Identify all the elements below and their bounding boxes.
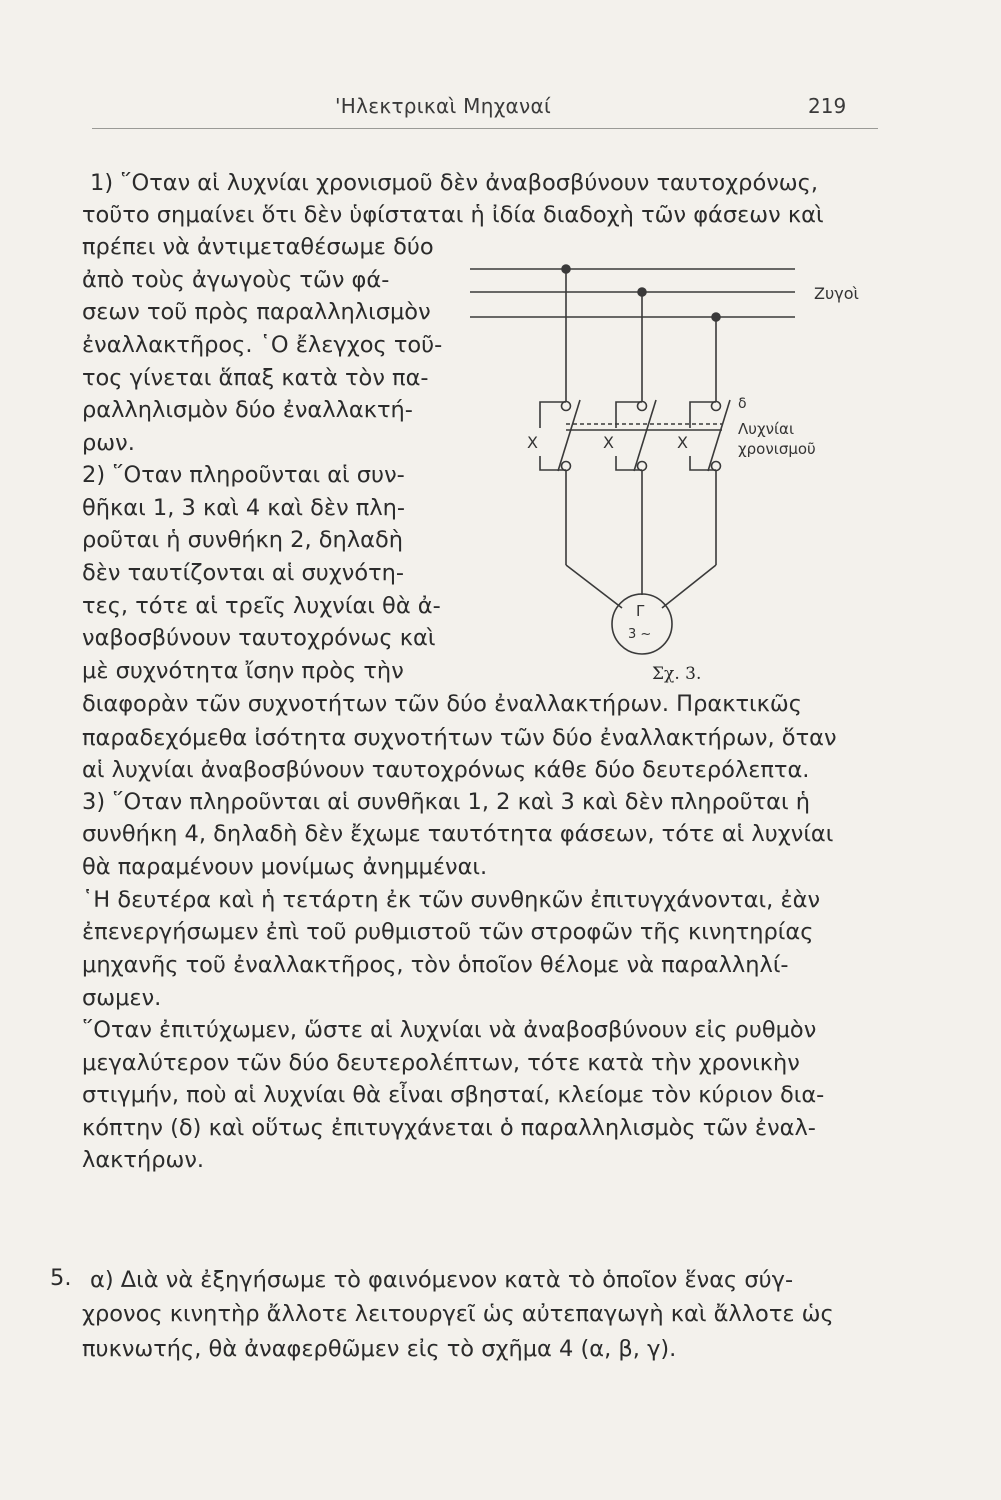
lamps-label-line2: χρονισμοῦ bbox=[738, 440, 816, 458]
lamp-1-mark: X bbox=[527, 433, 538, 452]
text-line: σωμεν. bbox=[82, 985, 162, 1011]
text-line: ἐπενεργήσωμεν ἐπὶ τοῦ ρυθμιστοῦ τῶν στροφῶν τῆς κινητηρίας bbox=[82, 919, 814, 945]
running-header-title: 'Ηλεκτρικαὶ Μηχαναί bbox=[335, 94, 552, 118]
text-line: τες, τότε αἱ τρεῖς λυχνίαι θὰ ἀ- bbox=[82, 593, 441, 619]
text-line: 2) ῞Οταν πληροῦνται αἱ συν- bbox=[82, 462, 405, 488]
text-line: συνθήκη 4, δηλαδὴ δὲν ἔχωμε ταυτότητα φάσεων, τότε αἱ λυχνίαι bbox=[82, 821, 834, 847]
text-line: α) Διὰ νὰ ἐξηγήσωμε τὸ φαινόμενον κατὰ τὸ ὁποῖον ἕνας σύγ- bbox=[90, 1267, 794, 1293]
text-line: ροῦται ἡ συνθήκη 2, δηλαδὴ bbox=[82, 527, 403, 553]
text-line: διαφορὰν τῶν συχνοτήτων τῶν δύο ἐναλλακτήρων. Πρακτικῶς bbox=[82, 691, 802, 717]
switch-top-contact-2 bbox=[638, 402, 647, 411]
text-line: λακτήρων. bbox=[82, 1147, 205, 1173]
switch-bottom-contact-3 bbox=[712, 462, 721, 471]
lamp-2-mark: X bbox=[603, 433, 614, 452]
figure-caption: Σχ. 3. bbox=[652, 664, 702, 684]
text-line: ῞Οταν ἐπιτύχωμεν, ὥστε αἱ λυχνίαι νὰ ἀναβοσβύνουν εἰς ρυθμὸν bbox=[82, 1017, 817, 1043]
text-line: χρονος κινητὴρ ἄλλοτε λειτουργεῖ ὡς αὐτεπαγωγὴ καὶ ἄλλοτε ὡς bbox=[82, 1301, 834, 1327]
text-line: ναβοσβύνουν ταυτοχρόνως καὶ bbox=[82, 625, 436, 651]
lamp-3-mark: X bbox=[677, 433, 688, 452]
generator-label-bottom: 3 ~ bbox=[628, 627, 652, 642]
text-line: δὲν ταυτίζονται αἱ συχνότη- bbox=[82, 560, 405, 586]
section-number: 5. bbox=[50, 1265, 72, 1291]
text-line: 3) ῞Οταν πληροῦνται αἱ συνθῆκαι 1, 2 καὶ 3 καὶ δὲν πληροῦται ἡ bbox=[82, 789, 811, 815]
text-line: πυκνωτής, θὰ ἀναφερθῶμεν εἰς τὸ σχῆμα 4 (α, β, γ). bbox=[82, 1336, 677, 1362]
text-line: κόπτην (δ) καὶ οὕτως ἐπιτυγχάνεται ὁ παραλληλισμὸς τῶν ἐναλ- bbox=[82, 1115, 816, 1141]
text-line: ραλληλισμὸν δύο ἐναλλακτή- bbox=[82, 397, 413, 423]
text-line: παραδεχόμεθα ἰσότητα συχνοτήτων τῶν δύο ἐναλλακτήρων, ὅταν bbox=[82, 725, 837, 751]
page-number: 219 bbox=[808, 94, 847, 118]
text-line: αἱ λυχνίαι ἀναβοσβύνουν ταυτοχρόνως κάθε δύο δευτερόλεπτα. bbox=[82, 757, 810, 783]
text-line: ἀπὸ τοὺς ἀγωγοὺς τῶν φά- bbox=[82, 267, 390, 293]
text-line: σεων τοῦ πρὸς παραλληλισμὸν bbox=[82, 299, 431, 325]
switch-bottom-contact-2 bbox=[638, 462, 647, 471]
text-line: πρέπει νὰ ἀντιμεταθέσωμε δύο bbox=[82, 234, 434, 260]
text-line: ῾Η δευτέρα καὶ ἡ τετάρτη ἐκ τῶν συνθηκῶν ἐπιτυγχάνονται, ἐὰν bbox=[82, 887, 821, 913]
text-line: τος γίνεται ἅπαξ κατὰ τὸν πα- bbox=[82, 365, 429, 391]
main-switch-label: δ bbox=[738, 396, 747, 412]
text-line: μηχανῆς τοῦ ἐναλλακτῆρος, τὸν ὁποῖον θέλομε νὰ παραλληλί- bbox=[82, 952, 789, 978]
text-line: τοῦτο σημαίνει ὅτι δὲν ὑφίσταται ἡ ἰδία διαδοχὴ τῶν φάσεων καὶ bbox=[82, 202, 824, 228]
text-line: ρων. bbox=[82, 430, 135, 456]
busbars-label: Ζυγοὶ bbox=[814, 284, 859, 303]
text-line: μὲ συχνότητα ἴσην πρὸς τὴν bbox=[82, 658, 404, 684]
text-line: 1) ῞Οταν αἱ λυχνίαι χρονισμοῦ δὲν ἀναβοσβύνουν ταυτοχρόνως, bbox=[90, 170, 818, 196]
text-line: θὰ παραμένουν μονίμως ἀνημμέναι. bbox=[82, 854, 488, 880]
switch-top-contact-1 bbox=[562, 402, 571, 411]
text-line: ἐναλλακτῆρος. ῾Ο ἔλεγχος τοῦ- bbox=[82, 332, 443, 358]
generator-label-top: Γ bbox=[636, 602, 645, 620]
text-line: μεγαλύτερον τῶν δύο δευτερολέπτων, τότε κατὰ τὴν χρονικὴν bbox=[82, 1050, 800, 1076]
lamps-label-line1: Λυχνίαι bbox=[738, 420, 795, 438]
switch-bottom-contact-1 bbox=[562, 462, 571, 471]
text-line: θῆκαι 1, 3 καὶ 4 καὶ δὲν πλη- bbox=[82, 495, 406, 521]
switch-top-contact-3 bbox=[712, 402, 721, 411]
text-line: στιγμήν, ποὺ αἱ λυχνίαι θὰ εἶναι σβησταί, κλείομε τὸν κύριον δια- bbox=[82, 1082, 825, 1108]
